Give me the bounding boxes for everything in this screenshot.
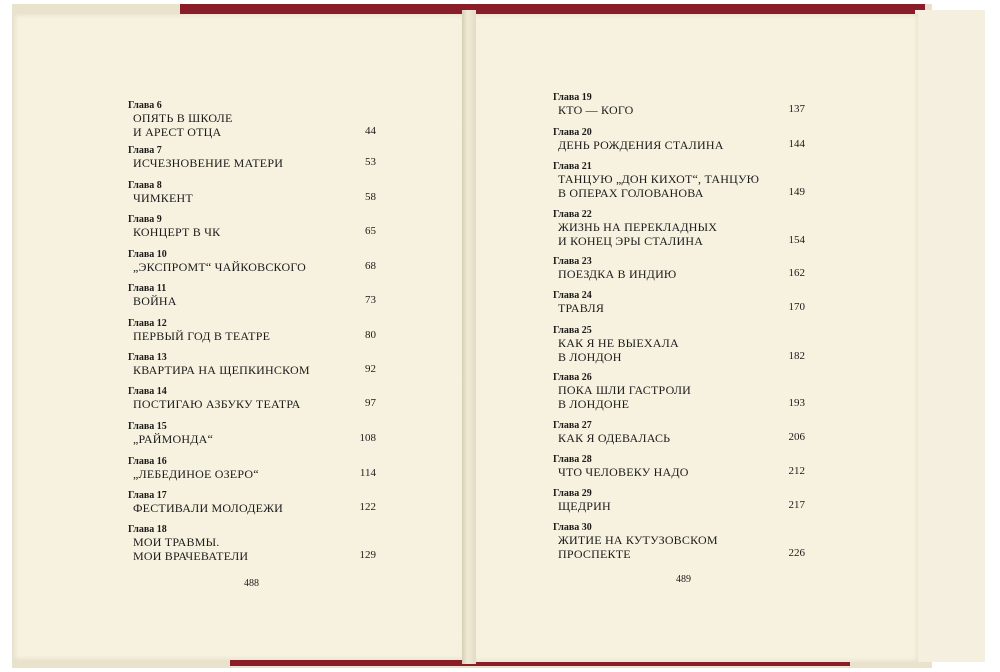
folio-right: 489: [676, 574, 691, 585]
chapter-title-line: МОИ ТРАВМЫ.: [133, 535, 220, 549]
page-number: 144: [788, 138, 805, 150]
page-edges-right: [915, 10, 985, 662]
page-number: 80: [365, 329, 376, 341]
chapter-number: Глава 8: [128, 180, 162, 191]
chapter-title-line: В ЛОНДОНЕ: [558, 397, 630, 411]
chapter-number: Глава 20: [553, 127, 592, 138]
chapter-number: Глава 16: [128, 456, 167, 467]
chapter-title-line: ТАНЦУЮ „ДОН КИХОТ“, ТАНЦУЮ: [558, 172, 760, 186]
toc-entry: [553, 372, 805, 411]
chapter-title-line: „РАЙМОНДА“: [133, 432, 213, 446]
chapter-title-line: ЖИТИЕ НА КУТУЗОВСКОМ: [558, 533, 718, 547]
toc-entry: [128, 145, 376, 170]
page-number: 44: [365, 125, 376, 137]
chapter-title-line: ДЕНЬ РОЖДЕНИЯ СТАЛИНА: [558, 138, 724, 152]
chapter-title-line: ОПЯТЬ В ШКОЛЕ: [133, 111, 233, 125]
chapter-title-line: ПОЕЗДКА В ИНДИЮ: [558, 267, 677, 281]
page-number: 149: [788, 186, 805, 198]
chapter-number: Глава 25: [553, 325, 592, 336]
chapter-number: Глава 24: [553, 290, 592, 301]
chapter-title-line: ЖИЗНЬ НА ПЕРЕКЛАДНЫХ: [558, 220, 718, 234]
toc-entry: [128, 456, 376, 481]
toc-entry: [128, 180, 376, 205]
toc-entry: [128, 283, 376, 308]
page-number: 154: [788, 234, 805, 246]
chapter-number: Глава 19: [553, 92, 592, 103]
chapter-title-line: КАК Я НЕ ВЫЕХАЛА: [558, 336, 679, 350]
chapter-title-line: КВАРТИРА НА ЩЕПКИНСКОМ: [133, 363, 310, 377]
folio-left: 488: [244, 578, 259, 589]
toc-entry: [128, 421, 376, 446]
chapter-title-line: И АРЕСТ ОТЦА: [133, 125, 222, 139]
toc-entry: [553, 454, 805, 479]
toc-entry: [553, 522, 805, 561]
chapter-title-line: ПОКА ШЛИ ГАСТРОЛИ: [558, 383, 692, 397]
chapter-title-line: ФЕСТИВАЛИ МОЛОДЕЖИ: [133, 501, 284, 515]
page-number: 137: [788, 103, 805, 115]
toc-entry: [553, 420, 805, 445]
chapter-title-line: КАК Я ОДЕВАЛАСЬ: [558, 431, 671, 445]
chapter-title-line: ЩЕДРИН: [558, 499, 611, 513]
chapter-title-line: В ЛОНДОН: [558, 350, 622, 364]
page-number: 122: [359, 501, 376, 513]
chapter-number: Глава 11: [128, 283, 167, 294]
page-number: 97: [365, 397, 376, 409]
chapter-title-line: МОИ ВРАЧЕВАТЕЛИ: [133, 549, 249, 563]
chapter-number: Глава 29: [553, 488, 592, 499]
chapter-title-line: В ОПЕРАХ ГОЛОВАНОВА: [558, 186, 704, 200]
chapter-number: Глава 28: [553, 454, 592, 465]
chapter-number: Глава 15: [128, 421, 167, 432]
chapter-number: Глава 14: [128, 386, 167, 397]
chapter-title-line: „ЛЕБЕДИНОЕ ОЗЕРО“: [133, 467, 259, 481]
page-number: 53: [365, 156, 376, 168]
chapter-number: Глава 10: [128, 249, 167, 260]
toc-entry: [553, 290, 805, 315]
chapter-title-line: ПЕРВЫЙ ГОД В ТЕАТРЕ: [133, 329, 271, 343]
page-number: 65: [365, 225, 376, 237]
page-number: 58: [365, 191, 376, 203]
page-number: 73: [365, 294, 376, 306]
chapter-title-line: ТРАВЛЯ: [558, 301, 605, 315]
chapter-number: Глава 9: [128, 214, 162, 225]
page-number: 212: [788, 465, 805, 477]
chapter-title-line: И КОНЕЦ ЭРЫ СТАЛИНА: [558, 234, 704, 248]
chapter-title-line: ЧИМКЕНТ: [133, 191, 193, 205]
toc-entry: [128, 318, 376, 343]
chapter-number: Глава 30: [553, 522, 592, 533]
chapter-number: Глава 27: [553, 420, 592, 431]
toc-entry: [553, 488, 805, 513]
page-number: 170: [788, 301, 805, 313]
chapter-title-line: КОНЦЕРТ В ЧК: [133, 225, 221, 239]
chapter-title-line: ЧТО ЧЕЛОВЕКУ НАДО: [558, 465, 689, 479]
chapter-number: Глава 23: [553, 256, 592, 267]
toc-entry: [128, 214, 376, 239]
toc-entry: [128, 490, 376, 515]
toc-entry: [128, 386, 376, 411]
chapter-number: Глава 6: [128, 100, 162, 111]
toc-entry: [128, 249, 376, 274]
page-number: 206: [788, 431, 805, 443]
chapter-title-line: КТО — КОГО: [558, 103, 634, 117]
chapter-number: Глава 13: [128, 352, 167, 363]
toc-entry: [128, 100, 376, 139]
book-gutter: [462, 10, 476, 664]
page-number: 226: [788, 547, 805, 559]
chapter-number: Глава 21: [553, 161, 592, 172]
chapter-title-line: ВОЙНА: [133, 294, 177, 308]
toc-entry: [553, 209, 805, 248]
chapter-number: Глава 12: [128, 318, 167, 329]
page-number: 129: [359, 549, 376, 561]
page-number: 182: [788, 350, 805, 362]
toc-entry: [553, 256, 805, 281]
toc-entry: [553, 325, 805, 364]
chapter-title-line: ИСЧЕЗНОВЕНИЕ МАТЕРИ: [133, 156, 284, 170]
toc-entry: [128, 524, 376, 563]
page-number: 114: [359, 467, 376, 479]
chapter-number: Глава 18: [128, 524, 167, 535]
chapter-title-line: ПРОСПЕКТЕ: [558, 547, 631, 561]
toc-entry: [553, 161, 805, 200]
page-number: 193: [788, 397, 805, 409]
toc-entry: [553, 127, 805, 152]
page-number: 92: [365, 363, 376, 375]
chapter-number: Глава 7: [128, 145, 162, 156]
page-number: 162: [788, 267, 805, 279]
toc-entry: [128, 352, 376, 377]
toc-entry: [553, 92, 805, 117]
chapter-number: Глава 22: [553, 209, 592, 220]
chapter-title-line: „ЭКСПРОМТ“ ЧАЙКОВСКОГО: [133, 260, 307, 274]
page-number: 68: [365, 260, 376, 272]
page-number: 217: [788, 499, 805, 511]
chapter-title-line: ПОСТИГАЮ АЗБУКУ ТЕАТРА: [133, 397, 301, 411]
chapter-number: Глава 26: [553, 372, 592, 383]
page-number: 108: [359, 432, 376, 444]
chapter-number: Глава 17: [128, 490, 167, 501]
